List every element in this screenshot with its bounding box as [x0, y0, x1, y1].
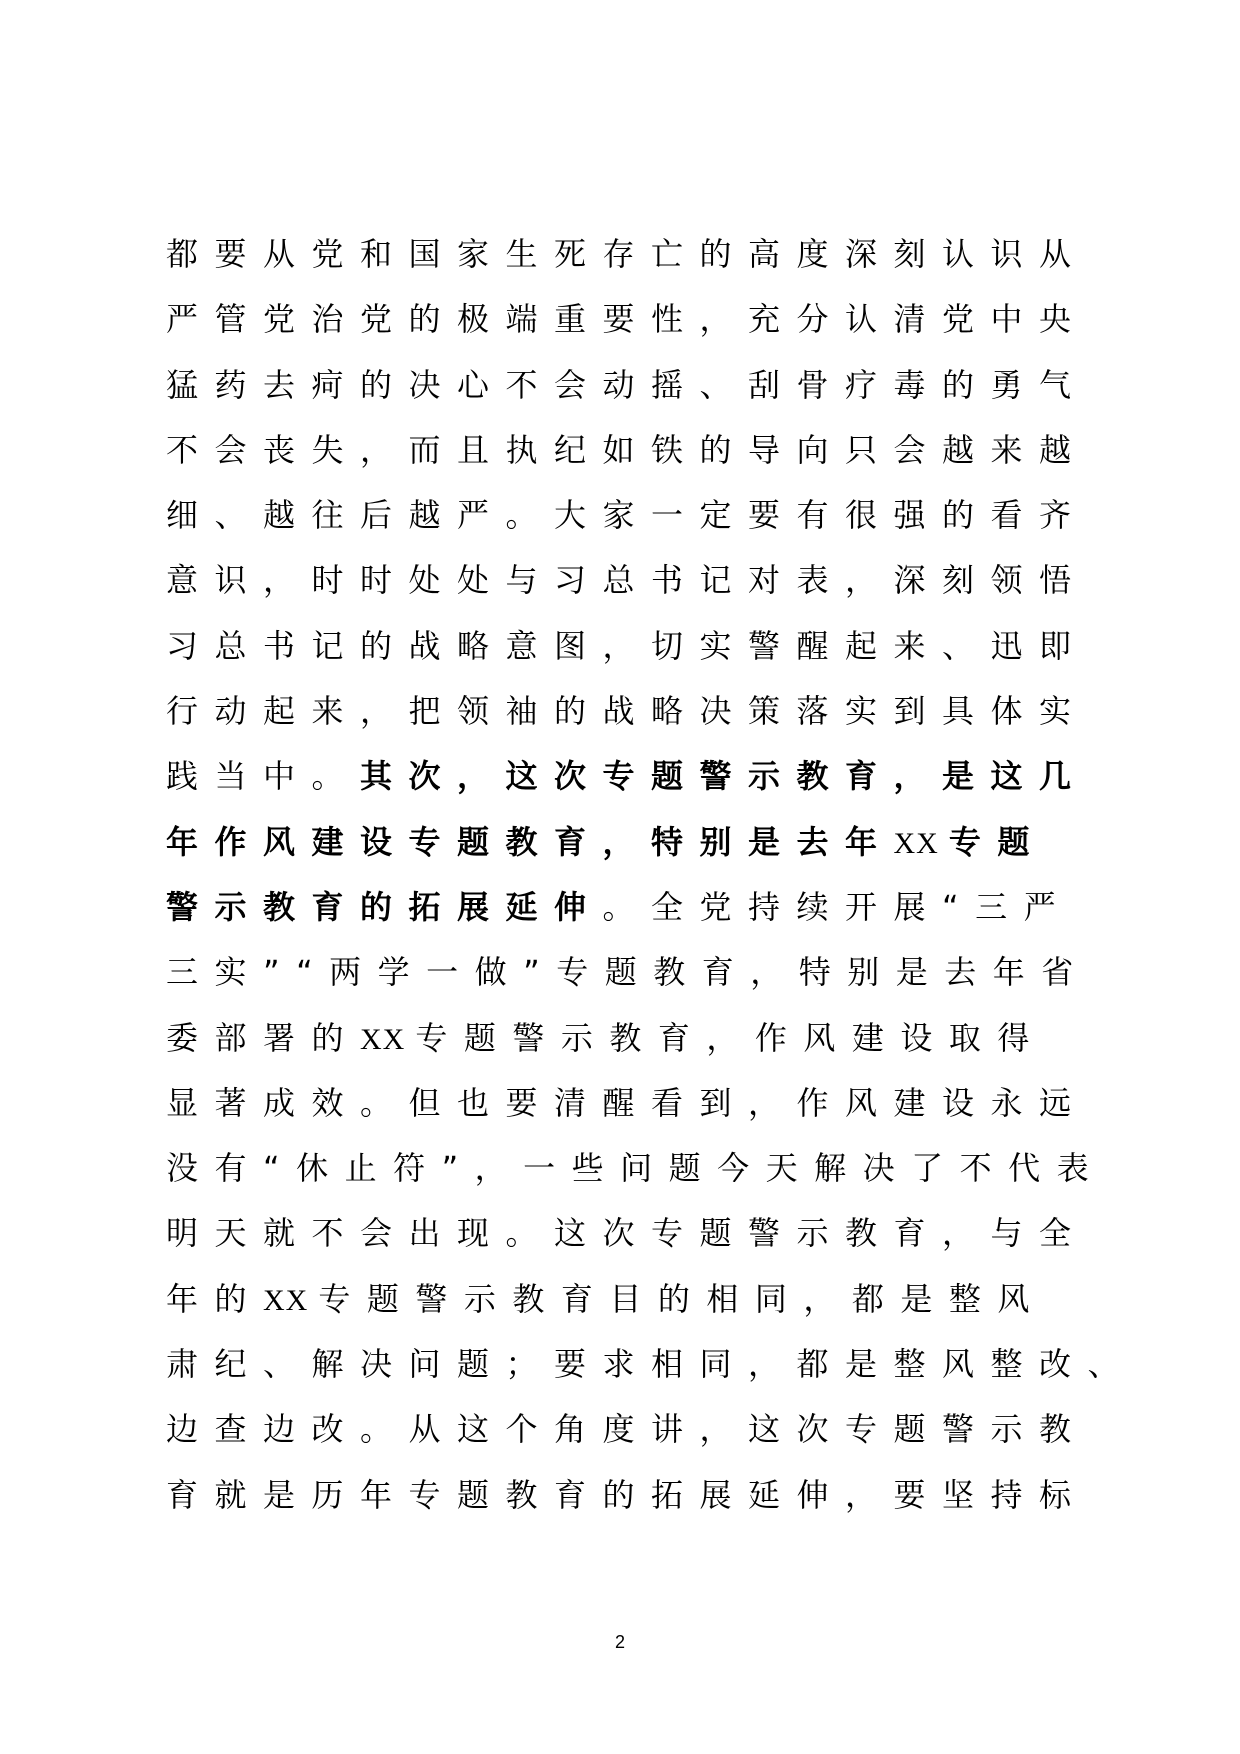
text-run: 明天就不会出现。这次专题警示教育，与全	[166, 1214, 1088, 1253]
text-run: 年的	[166, 1279, 264, 1318]
text-run: 育就是历年专题教育的拓展延伸，要坚持标	[166, 1475, 1088, 1514]
bold-text-run: 警示教育的拓展延伸	[166, 887, 603, 926]
text-line	[166, 744, 1088, 809]
text-run: 没有“休止符”，一些问题今天解决了不代表	[166, 1149, 1106, 1188]
text-run: 显著成效。但也要清醒看到，作风建设永远	[166, 1083, 1088, 1122]
text-line	[166, 483, 1088, 548]
text-line	[166, 1136, 1106, 1201]
bold-text-run: 专题	[948, 822, 1046, 861]
text-line	[166, 418, 1088, 483]
text-line	[166, 1071, 1088, 1136]
body-text	[166, 222, 1137, 1528]
text-line	[166, 679, 1088, 744]
text-run: 都要从党和国家生死存亡的高度深刻认识从	[166, 235, 1088, 273]
text-line	[166, 1332, 1137, 1397]
text-run: XX	[263, 1283, 309, 1317]
text-run: XX	[360, 1022, 406, 1056]
text-run: 边查边改。从这个角度讲，这次专题警示教	[166, 1410, 1088, 1449]
text-run: XX	[893, 826, 939, 860]
text-line	[166, 1397, 1088, 1462]
text-run: 不会丧失，而且执纪如铁的导向只会越来越	[166, 430, 1088, 469]
text-line	[166, 614, 1088, 679]
text-run: 委部署的	[166, 1018, 361, 1057]
text-run: 行动起来，把领袖的战略决策落实到具体实	[166, 692, 1088, 731]
text-run: 习总书记的战略意图，切实警醒起来、迅即	[166, 626, 1088, 665]
text-run: 三实”“两学一做”专题教育，特别是去年省	[166, 953, 1090, 992]
text-run: 细、越往后越严。大家一定要有很强的看齐	[166, 496, 1088, 535]
text-line	[166, 940, 1090, 1005]
text-line	[166, 222, 1088, 287]
text-run: 肃纪、解决问题；要求相同，都是整风整改、	[166, 1345, 1137, 1384]
text-run: 践当中。	[166, 757, 361, 796]
text-run: 专题警示教育目的相同，都是整风	[318, 1279, 1046, 1318]
text-line	[166, 1267, 1066, 1332]
text-line	[166, 287, 1088, 352]
text-line	[166, 353, 1088, 418]
page-number: 2	[614, 1632, 625, 1652]
text-run: 意识，时时处处与习总书记对表，深刻领悟	[166, 561, 1088, 600]
bold-text-run: 年作风建设专题教育，特别是去年	[166, 822, 894, 861]
text-line	[166, 548, 1088, 613]
text-line	[166, 810, 1066, 875]
text-line	[166, 875, 1073, 940]
text-line	[166, 1201, 1088, 1266]
bold-text-run: 其次，这次专题警示教育，是这几	[360, 757, 1088, 796]
text-run: 猛药去疴的决心不会动摇、刮骨疗毒的勇气	[166, 365, 1088, 404]
text-run: 。全党持续开展“三严	[602, 887, 1073, 926]
text-line	[166, 1463, 1088, 1528]
text-run: 严管党治党的极端重要性，充分认清党中央	[166, 300, 1088, 339]
text-line	[166, 1006, 1066, 1071]
text-run: 专题警示教育，作风建设取得	[415, 1018, 1046, 1057]
